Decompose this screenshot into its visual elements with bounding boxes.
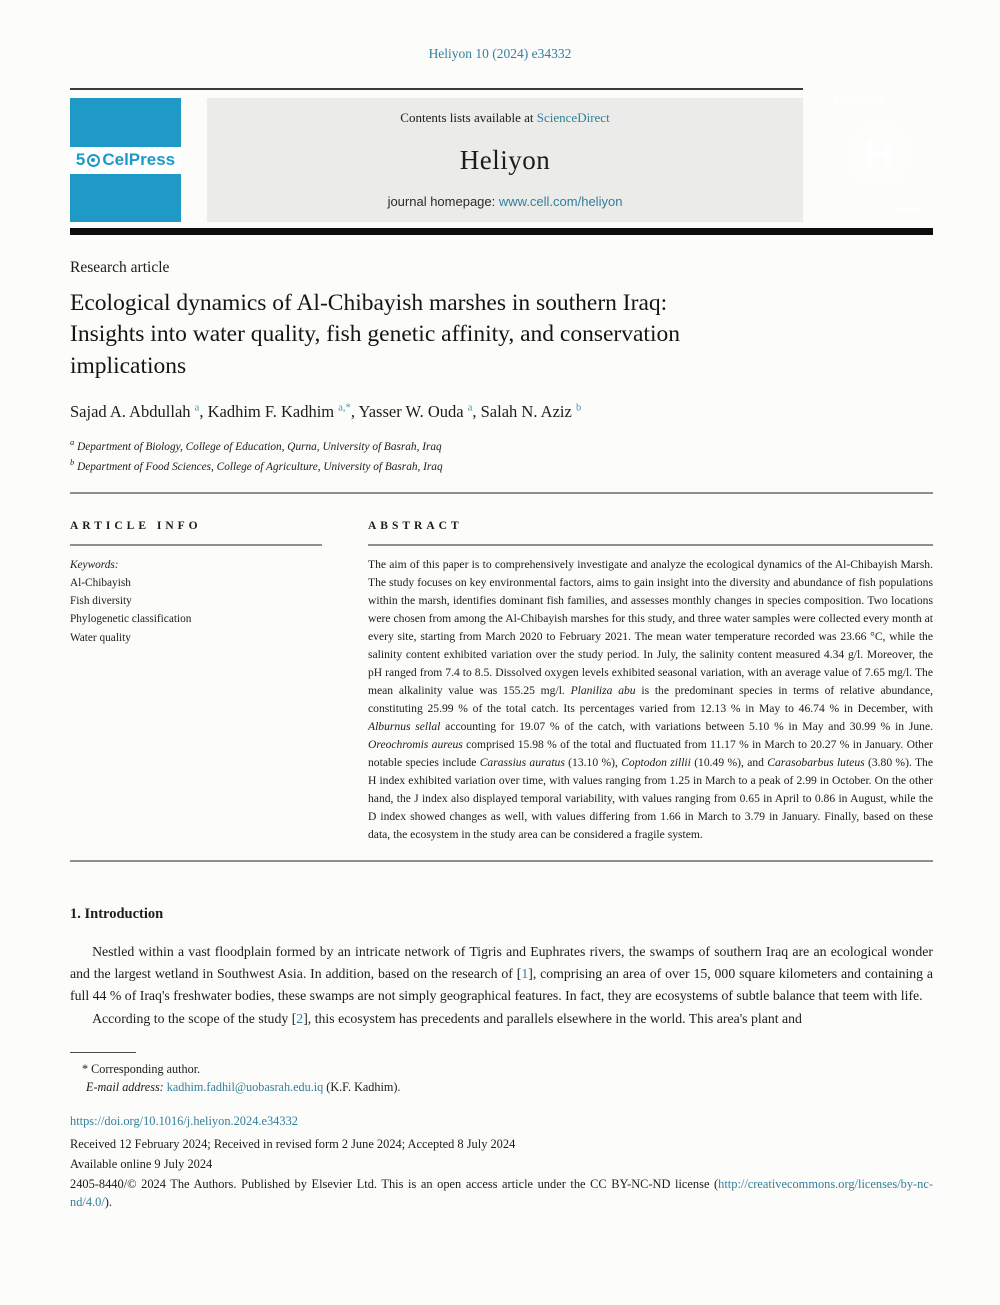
abstract-heading: ABSTRACT	[368, 520, 463, 533]
introduction-heading: 1. Introduction	[70, 905, 164, 922]
author-name: Yasser W. Ouda	[358, 401, 464, 421]
sciencedirect-link[interactable]: ScienceDirect	[536, 110, 610, 125]
author-2	[208, 402, 359, 421]
author-1	[70, 402, 208, 421]
affiliations	[70, 436, 933, 477]
masthead	[70, 88, 933, 222]
journal-homepage-link[interactable]: www.cell.com/heliyon	[498, 194, 623, 209]
info-abstract-grid	[70, 494, 933, 844]
affiliation-a	[70, 436, 933, 456]
email-label: E-mail address:	[86, 1080, 167, 1095]
author-affil-sup[interactable]: a	[194, 402, 200, 414]
abstract-column	[368, 494, 933, 844]
intro-paragraph-1: Nestled within a vast floodplain formed by an intricate network of Tigris and Euphrates rivers, the swamps of southern Iraq are an ecological wonder and the largest wetland in Southwest Asia. In addition, based on the research of [1], comprising an area of over 15, 000 square kilometers and containing a full 44 % of Iraq's freshwater bodies, these swamps are not simply geographical features. In fact, they are ecosystems of subtle balance that teem with life.	[70, 943, 934, 1004]
cellpress-logo-prefix: 5	[75, 150, 86, 169]
keywords-label: Keywords:	[70, 559, 119, 572]
citation-ref-1[interactable]: 1	[521, 966, 529, 982]
author-name: Sajad A. Abdullah	[70, 401, 191, 421]
journal-banner	[207, 98, 803, 222]
keyword-item: Water quality	[70, 631, 131, 644]
cover-title: Heliyon	[834, 91, 885, 107]
author-3	[358, 402, 480, 421]
article-type-label: Research article	[70, 259, 170, 276]
affiliation-b	[70, 456, 933, 476]
authors-line	[70, 402, 933, 422]
keywords-block	[70, 556, 322, 646]
abstract-text: The aim of this paper is to comprehensively investigate and analyze the ecological dynamics of the Al-Chibayish Marsh. The study focuses on key environmental factors, aims to gain insight into the diversity and abundance of fish populations within the marsh, identifies dominant fish families, and assesses monthly changes in species composition. Two locations were chosen from among the Al-Chibayish marshes for this study, and three water samples were collected every month at every site, starting from March 2020 to February 2021. The mean water temperature recorded was 23.66 °C, while the salinity content exhibited variation over the study period. In July, the salinity content measured 4.34 g/l. Moreover, the pH ranged from 7.4 to 8.5. Dissolved oxygen levels exhibited seasonal variation, with an average value of 7.65 mg/l. The mean alkalinity value was 155.25 mg/l. Planiliza abu is the predominant species in terms of relative abundance, constituting 25.99 % of the total catch. Its percentages varied from 12.13 % in May to 46.74 % in December, with Alburnus sellal accounting for 19.07 % of the catch, with variations between 5.10 % in May and 30.99 % in June. Oreochromis aureus comprised 15.98 % of the total and fluctuated from 11.17 % in March to 20.27 % in January. Other notable species include Carassius auratus (13.10 %), Coptodon zillii (10.49 %), and Carasobarbus luteus (3.80 %). The H index exhibited variation over time, with values ranging from 1.25 in March to a peak of 2.99 in October. On the other hand, the J index also displayed temporal variability, with values ranging from 0.65 in April to 0.86 in August, while the D index showed changes as well, with values differing from 1.66 in March to 3.79 in January. Finally, based on these data, the ecosystem in the study area can be considered a fragile system.	[368, 558, 934, 841]
cellpress-logo-text: CelPress	[102, 150, 176, 169]
license-link[interactable]: http://creativecommons.org/licenses/by-nc-nd/4.0/	[70, 1177, 933, 1210]
cover-brand: CellPress	[894, 207, 926, 214]
keyword-item: Fish diversity	[70, 595, 132, 608]
available-online: Available online 9 July 2024	[70, 1157, 213, 1172]
article-info-rule	[70, 544, 322, 546]
footer-block	[70, 1113, 933, 1212]
affil-sup: a	[70, 436, 75, 447]
cover-letter: H	[864, 132, 894, 177]
globe-icon	[87, 154, 100, 167]
doi-link[interactable]: https://doi.org/10.1016/j.heliyon.2024.e34332	[70, 1114, 298, 1129]
footnote-divider	[70, 1052, 136, 1053]
email-line	[82, 1080, 933, 1095]
received-dates: Received 12 February 2024; Received in revised form 2 June 2024; Accepted 8 July 2024	[70, 1137, 516, 1152]
intro-paragraph-2: According to the scope of the study [2], this ecosystem has precedents and parallels elsewhere in the world. This area's plant and	[92, 1010, 802, 1026]
heliyon-h-logo-icon	[845, 121, 913, 189]
contents-text: Contents lists available at	[400, 110, 537, 125]
author-affil-sup[interactable]: a,*	[338, 402, 351, 414]
masthead-left	[70, 88, 803, 222]
cellpress-logo-strip	[70, 147, 181, 174]
affil-sup: b	[70, 457, 75, 468]
author-name: Salah N. Aziz	[480, 401, 572, 421]
masthead-bottom-bar	[70, 228, 933, 235]
author-affil-sup[interactable]: a	[467, 402, 473, 414]
section-divider-bottom	[70, 860, 933, 862]
abstract-rule	[368, 544, 933, 546]
copyright-line: 2405-8440/© 2024 The Authors. Published by Elsevier Ltd. This is an open access article under the CC BY-NC-ND license (http://creativecommons.org/licenses/by-nc-nd/4.0/).	[70, 1177, 933, 1210]
journal-name: Heliyon	[459, 144, 551, 175]
journal-citation: Heliyon 10 (2024) e34332	[428, 46, 572, 61]
article-title: Ecological dynamics of Al-Chibayish marshes in southern Iraq: Insights into water quality, fish genetic affinity, and conservation implications	[70, 290, 680, 379]
citation-ref-2[interactable]: 2	[296, 1010, 304, 1026]
homepage-line	[207, 194, 803, 209]
email-link[interactable]: kadhim.fadhil@uobasrah.edu.iq	[166, 1080, 324, 1095]
email-suffix: (K.F. Kadhim).	[323, 1080, 401, 1095]
author-4	[481, 402, 582, 421]
affil-text: Department of Biology, College of Education, Qurna, University of Basrah, Iraq	[74, 440, 442, 453]
article-info-column	[70, 494, 322, 844]
cellpress-logo[interactable]	[70, 98, 181, 222]
heliyon-cover-image	[825, 83, 933, 221]
footnote-block	[70, 1052, 933, 1095]
author-name: Kadhim F. Kadhim	[207, 401, 335, 421]
homepage-label: journal homepage:	[387, 194, 499, 209]
contents-line	[207, 110, 803, 126]
masthead-top-rule	[70, 88, 803, 90]
keyword-item: Phylogenetic classification	[70, 613, 192, 626]
author-affil-sup[interactable]: b	[575, 402, 582, 414]
keyword-item: Al-Chibayish	[70, 577, 131, 590]
corresponding-author-note: * Corresponding author.	[82, 1062, 201, 1077]
affil-text: Department of Food Sciences, College of Agriculture, University of Basrah, Iraq	[74, 460, 443, 473]
article-info-heading: ARTICLE INFO	[70, 520, 202, 533]
